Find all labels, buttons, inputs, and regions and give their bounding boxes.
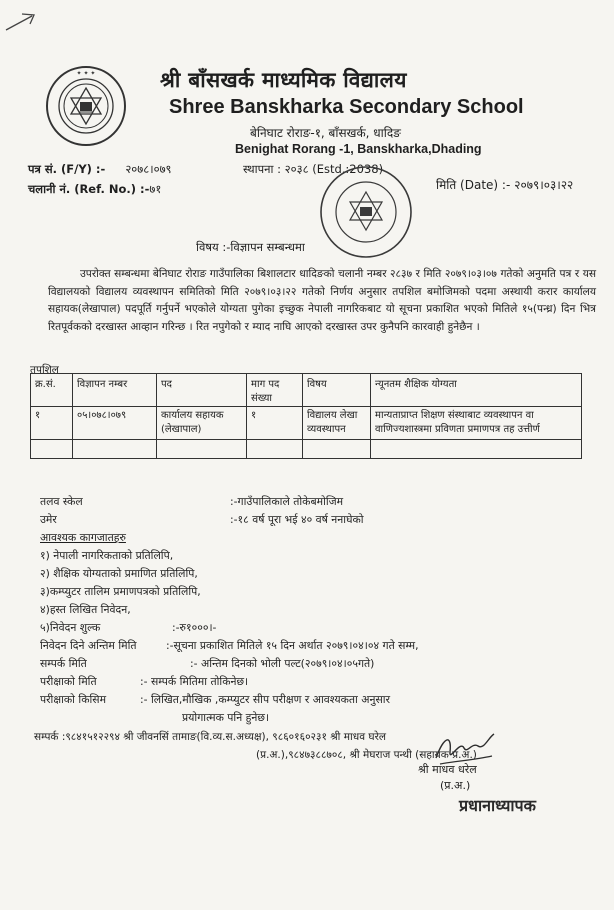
- principal-title: प्रधानाध्यापक: [459, 796, 536, 815]
- deadline-row: [40, 638, 419, 653]
- corner-mark: [4, 10, 38, 32]
- col-ad-number: विज्ञापन नम्बर: [73, 374, 157, 407]
- signer-post: (प्र.अ.): [440, 779, 471, 792]
- official-stamp: [318, 164, 414, 260]
- col-subject: विषय: [303, 374, 371, 407]
- cell-ad-number: ०५।०७८।०७९: [73, 407, 157, 440]
- exam-type-row: [40, 692, 390, 707]
- table-row: [31, 407, 582, 440]
- contact-date-label: सम्पर्क मिति: [40, 657, 87, 670]
- col-qualification: न्यूनतम शैक्षिक योग्यता: [371, 374, 582, 407]
- svg-text:✦ ✦ ✦: ✦ ✦ ✦: [76, 70, 96, 77]
- exam-type-value: :- लिखित,मौखिक ,कम्प्युटर सीप परीक्षण र आवश्यकता अनुसार: [140, 693, 391, 706]
- age-label: उमेर: [40, 513, 57, 526]
- date-value: २०७९।०३।२२: [514, 178, 574, 192]
- deadline-value: :-सूचना प्रकाशित मितिले १५ दिन अर्थात २०७९।०४।०४ गते सम्म,: [166, 639, 419, 652]
- cell-subject: विद्यालय लेखा व्यवस्थापन: [303, 407, 371, 440]
- address-english: Benighat Rorang -1, Banskharka,Dhading: [235, 142, 482, 156]
- contact-line-1: सम्पर्क :९८४१५१२२९४ श्री जीवनसिं तामाङ(वि.व्य.स.अध्यक्ष), ९८६०१६०२३१ श्री माधव घरेल: [34, 731, 386, 743]
- fiscal-year-value: २०७८।०७९: [125, 162, 172, 176]
- date-label: मिति (Date) :-: [436, 178, 511, 192]
- exam-date-label: परीक्षाको मिति: [40, 675, 97, 688]
- exam-type-label: परीक्षाको किसिम: [40, 693, 107, 706]
- doc-item-4: ४)हस्त लिखित निवेदन,: [40, 603, 131, 616]
- fee-label: ५)निवेदन शुल्क: [40, 621, 101, 634]
- doc-item-3: ३)कम्प्युटर तालिम प्रमाणपत्रको प्रतिलिपि,: [40, 585, 201, 598]
- letter-date: [436, 176, 573, 193]
- table-header-row: [31, 374, 582, 407]
- age-value: :-१८ वर्ष पूरा भई ४० वर्ष ननाघेको: [230, 513, 364, 526]
- fiscal-year-label: पत्र सं. (F/Y) :-: [28, 162, 106, 176]
- fee-value: :-रु१०००।-: [172, 621, 217, 634]
- school-logo: [45, 65, 127, 147]
- contact-date-value: :- अन्तिम दिनको भोली पल्ट(२०७९।०४।०५गते): [190, 657, 375, 670]
- address-nepali: बेनिघाट रोराङ-१, बाँसखर्क, धादिङ: [250, 126, 401, 140]
- school-name-english: Shree Banskharka Secondary School: [169, 96, 524, 118]
- col-demand: माग पद संख्या: [247, 374, 303, 407]
- table-caption: तपशिल: [30, 364, 59, 376]
- reference-label: चलानी नं. (Ref. No.) :-: [28, 182, 150, 196]
- cell-serial: १: [31, 407, 73, 440]
- fee-row: [40, 620, 216, 635]
- notice-paragraph: उपरोक्त सम्बन्धमा बेनिघाट रोराङ गाउँपालिका बिशालटार धादिङको चलानी नम्बर २८३७ र मिति २०७९।०३।०७ गतेको अनुमति पत्र र यस विद्यालयको विद्यालय व्यवस्थापन समितिको मिति २०७९।०३।२२ गतेको निर्णय अनुसार तपशिल बमोजिमको पदमा अस्थायी करार कार्यालय सहायक(लेखापाल) पदपूर्ति गर्नुपर्ने भएकोले योग्यता पुगेका इच्छुक नेपाली नागरिकबाट यो सूचना प्रकाशित भएको मितिले १५(पन्ध्र) दिन भित्र रितपूर्वकको दरखास्त आव्हान गरिन्छ । रित नपुगेको र म्याद नाघि आएको दरखास्त उपर कुनैपनि कारवाही हुनेछैन ।: [48, 268, 596, 333]
- salary-label: तलव स्केल: [40, 495, 83, 508]
- salary-row: [40, 494, 343, 509]
- doc-item-2: २) शैक्षिक योग्यताको प्रमाणित प्रतिलिपि,: [40, 567, 198, 580]
- subject-line: विषय :-विज्ञापन सम्बन्धमा: [196, 240, 305, 254]
- col-serial: क्र.सं.: [31, 374, 73, 407]
- col-post: पद: [157, 374, 247, 407]
- deadline-label: निवेदन दिने अन्तिम मिति: [40, 639, 137, 652]
- reference-number: [28, 182, 161, 197]
- school-name-nepali: श्री बाँसखर्क माध्यमिक विद्यालय: [160, 68, 407, 92]
- cell-post: कार्यालय सहायक (लेखापाल): [157, 407, 247, 440]
- exam-date-row: [40, 674, 248, 689]
- fiscal-year: [28, 162, 172, 177]
- exam-date-value: :- सम्पर्क मितिमा तोकिनेछ।: [140, 675, 249, 688]
- contact-date-row: [40, 656, 374, 671]
- cell-demand: १: [247, 407, 303, 440]
- docs-heading: आवश्यक कागजातहरु: [40, 531, 126, 544]
- age-row: [40, 512, 364, 527]
- established-year: स्थापना : २०३८ (Estd.:2038): [243, 162, 384, 176]
- cell-qualification: मान्यताप्राप्त शिक्षण संस्थाबाट व्यवस्थापन वा वाणिज्यशास्त्रमा प्रविणता प्रमाणपत्र तह उत्तीर्ण: [371, 407, 582, 440]
- salary-value: :-गाउँपालिकाले तोकेबमोजिम: [230, 495, 344, 508]
- signer-name: श्री माधव धरेल: [418, 763, 477, 776]
- doc-item-1: १) नेपाली नागरिकताको प्रतिलिपि,: [40, 549, 174, 562]
- table-row-empty: [31, 440, 582, 459]
- exam-type-continued: प्रयोगात्मक पनि हुनेछ।: [182, 711, 270, 724]
- reference-value: ७१: [149, 182, 162, 196]
- vacancy-table: [30, 373, 582, 459]
- contact-line-2: (प्र.अ.),९८४७३८८७०८, श्री मेघराज पन्थी (सहायक प्र.अ.): [256, 749, 477, 761]
